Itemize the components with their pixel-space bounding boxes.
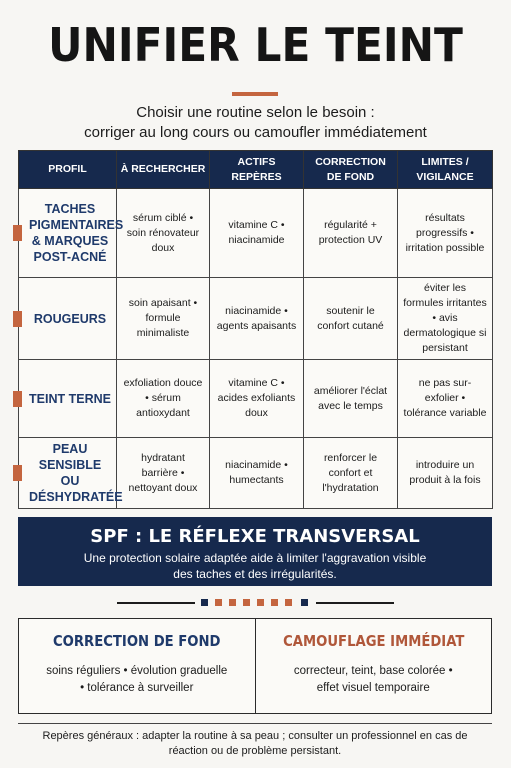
row-marker	[13, 391, 22, 407]
comparison-box	[18, 618, 492, 714]
divider-square	[215, 599, 222, 606]
footer-divider	[18, 723, 492, 724]
actives-cell: vitamine C • niacinamide	[210, 189, 304, 278]
camouflage-line-2: effet visuel temporaire	[316, 682, 430, 694]
correction-text	[19, 663, 255, 697]
limits-cell: introduire un produit à la fois	[398, 438, 493, 509]
profile-cell	[19, 438, 123, 509]
divider-square	[243, 599, 250, 606]
camouflage-column	[255, 619, 492, 713]
spf-text	[18, 550, 492, 582]
correction-cell: renforcer le confort et l'hydratation	[304, 438, 398, 509]
row-marker	[13, 225, 22, 241]
divider-square	[201, 599, 208, 606]
correction-line-1: soins réguliers • évolution graduelle	[46, 665, 228, 677]
spf-banner	[18, 517, 492, 586]
limits-cell: ne pas sur-exfolier • tolérance variable	[398, 360, 493, 438]
title-underline	[232, 92, 278, 96]
actives-cell: niacinamide • humectants	[210, 438, 304, 509]
row-marker	[13, 311, 22, 327]
footer-line-1: Repères généraux : adapter la routine à sa peau ; consulter un professionnel en cas de	[42, 730, 468, 742]
search-cell: sérum ciblé • soin rénovateur doux	[117, 189, 210, 278]
row-marker	[13, 465, 22, 481]
table-header-row	[19, 151, 493, 189]
table-row	[19, 360, 493, 438]
actives-cell: vitamine C • acides exfoliants doux	[210, 360, 304, 438]
search-cell: hydratant barrière • nettoyant doux	[117, 438, 210, 509]
divider-square	[257, 599, 264, 606]
header-profil: PROFIL	[19, 151, 117, 189]
divider-line-right	[316, 602, 394, 604]
divider-square	[301, 599, 308, 606]
profile-label: TEINT TERNE	[29, 391, 111, 406]
profile-label: ROUGEURS	[33, 311, 107, 326]
routine-table	[18, 150, 493, 509]
camouflage-title: CAMOUFLAGE IMMÉDIAT	[282, 632, 464, 650]
subtitle-line-2: corriger au long cours ou camoufler immédiatement	[84, 124, 427, 141]
correction-column	[19, 619, 255, 713]
profile-cell	[19, 189, 124, 278]
correction-cell: régularité + protection UV	[304, 189, 398, 278]
divider-square	[285, 599, 292, 606]
profile-cell	[19, 278, 117, 360]
search-cell: soin apaisant • formule minimaliste	[117, 278, 210, 360]
correction-cell: soutenir le confort cutané	[304, 278, 398, 360]
header-a-rechercher: À RECHERCHER	[117, 151, 210, 189]
footer-note	[30, 729, 480, 759]
table-row	[19, 278, 493, 360]
spf-line-1: Une protection solaire adaptée aide à limiter l'aggravation visible	[83, 551, 427, 565]
search-cell: exfoliation douce • sérum antioxydant	[117, 360, 210, 438]
correction-title: CORRECTION DE FOND	[52, 632, 221, 650]
spf-title: SPF : LE RÉFLEXE TRANSVERSAL	[90, 526, 420, 547]
divider-square	[271, 599, 278, 606]
subtitle-line-1: Choisir une routine selon le besoin :	[136, 104, 375, 121]
header-actifs-reperes: ACTIFS REPÈRES	[210, 151, 304, 189]
camouflage-text	[256, 663, 492, 697]
section-divider	[0, 598, 511, 608]
header-limites-vigilance: LIMITES / VIGILANCE	[398, 151, 493, 189]
subtitle	[0, 103, 511, 143]
actives-cell: niacinamide • agents apaisants	[210, 278, 304, 360]
correction-line-2: • tolérance à surveiller	[80, 682, 194, 694]
divider-line-left	[117, 602, 195, 604]
footer-line-2: réaction ou de problème persistant.	[168, 745, 342, 757]
limits-cell: éviter les formules irritantes • avis dermatologique si persistant	[398, 278, 493, 360]
table-row	[19, 438, 493, 509]
correction-cell: améliorer l'éclat avec le temps	[304, 360, 398, 438]
divider-square	[229, 599, 236, 606]
profile-label: PEAU SENSIBLE OU DÉSHYDRATÉE	[29, 442, 123, 504]
limits-cell: résultats progressifs • irritation possible	[398, 189, 493, 278]
camouflage-line-1: correcteur, teint, base colorée •	[293, 665, 453, 677]
header-correction-de-fond: CORRECTION DE FOND	[304, 151, 398, 189]
table-row	[19, 189, 493, 278]
spf-line-2: des taches et des irrégularités.	[173, 567, 337, 581]
profile-cell	[19, 360, 117, 438]
profile-label: TACHES PIGMENTAIRES & MARQUES POST-ACNÉ	[29, 202, 124, 264]
page-title: UNIFIER LE TEINT	[48, 18, 463, 72]
